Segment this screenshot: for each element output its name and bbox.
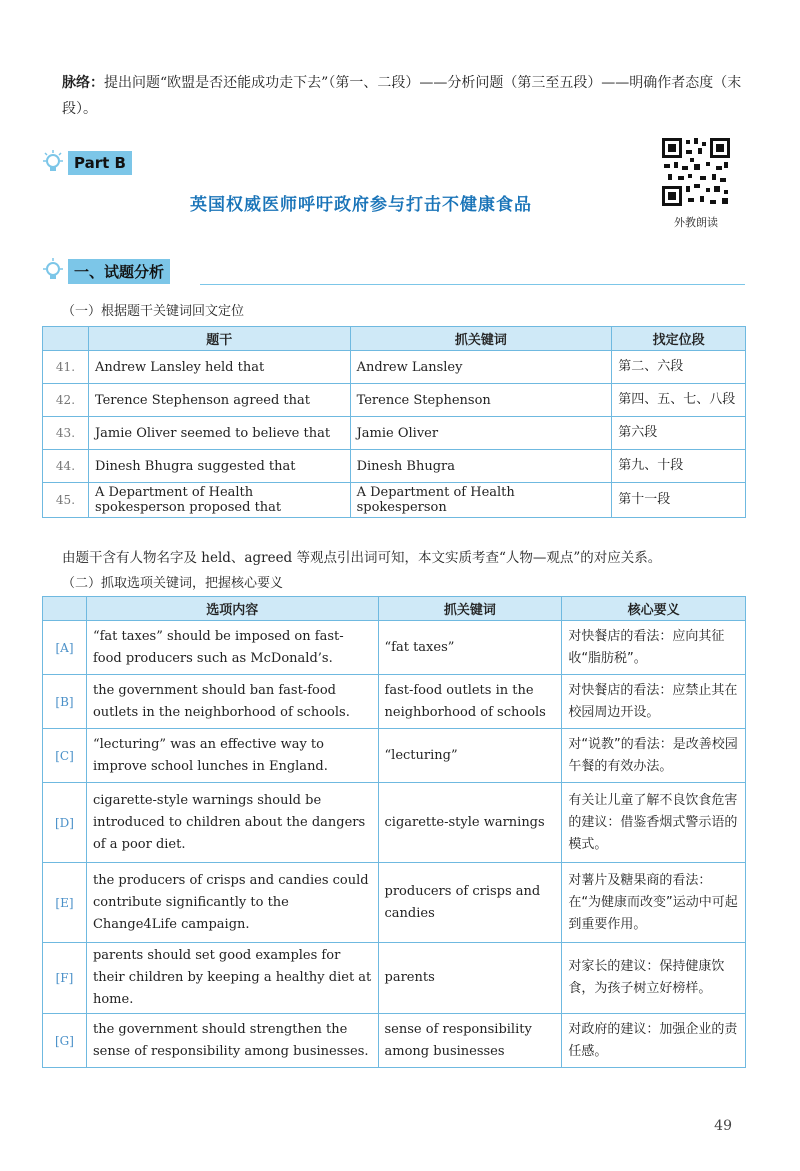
paragraph-cell: 第十一段 bbox=[612, 483, 746, 518]
option-content: “fat taxes” should be imposed on fast-food producers such as McDonald’s. bbox=[86, 621, 378, 675]
table-header-row bbox=[43, 327, 746, 351]
question-number: 44. bbox=[43, 450, 89, 483]
option-letter: [C] bbox=[43, 729, 87, 783]
option-content: the government should strengthen the sense of responsibility among businesses. bbox=[86, 1014, 378, 1068]
table-row bbox=[43, 783, 746, 863]
qr-code-icon[interactable] bbox=[660, 136, 732, 208]
option-meaning: 对薯片及糖果商的看法：在“为健康而改变”运动中可起到重要作用。 bbox=[562, 863, 746, 943]
intro-text: 提出问题“欧盟是否还能成功走下去”（第一、二段）——分析问题（第三至五段）——明确作者态度（末段）。 bbox=[62, 75, 742, 117]
header-stem: 题干 bbox=[88, 327, 350, 351]
table-row bbox=[43, 943, 746, 1014]
option-meaning: 对快餐店的看法：应向其征收“脂肪税”。 bbox=[562, 621, 746, 675]
paragraph-cell: 第二、六段 bbox=[612, 351, 746, 384]
locate-table bbox=[42, 326, 746, 518]
option-meaning: 对家长的建议：保持健康饮食，为孩子树立好榜样。 bbox=[562, 943, 746, 1014]
option-letter: [E] bbox=[43, 863, 87, 943]
keyword-cell: Andrew Lansley bbox=[350, 351, 612, 384]
option-keyword: parents bbox=[378, 943, 562, 1014]
question-number: 42. bbox=[43, 384, 89, 417]
analysis-note: 由题干含有人物名字及 held、agreed 等观点引出词可知，本文实质考查“人物—观点”的对应关系。 bbox=[62, 550, 662, 566]
table-row bbox=[43, 863, 746, 943]
question-number: 41. bbox=[43, 351, 89, 384]
stem-cell: Terence Stephenson agreed that bbox=[88, 384, 350, 417]
stem-cell: Andrew Lansley held that bbox=[88, 351, 350, 384]
option-keyword: sense of responsibility among businesses bbox=[378, 1014, 562, 1068]
option-letter: [F] bbox=[43, 943, 87, 1014]
option-content: parents should set good examples for their children by keeping a healthy diet at home. bbox=[86, 943, 378, 1014]
table-row bbox=[43, 483, 746, 518]
article-title: 英国权威医师呼吁政府参与打击不健康食品 bbox=[190, 195, 532, 215]
header-content: 选项内容 bbox=[86, 597, 378, 621]
paragraph-cell: 第四、五、七、八段 bbox=[612, 384, 746, 417]
stem-cell: A Department of Health spokesperson proposed that bbox=[88, 483, 350, 518]
option-letter: [D] bbox=[43, 783, 87, 863]
option-meaning: 对快餐店的看法：应禁止其在校园周边开设。 bbox=[562, 675, 746, 729]
header-keyword: 抓关键词 bbox=[350, 327, 612, 351]
option-meaning: 有关让儿童了解不良饮食危害的建议：借鉴香烟式警示语的模式。 bbox=[562, 783, 746, 863]
keyword-cell: Terence Stephenson bbox=[350, 384, 612, 417]
question-number: 43. bbox=[43, 417, 89, 450]
option-keyword: fast-food outlets in the neighborhood of schools bbox=[378, 675, 562, 729]
table-row bbox=[43, 621, 746, 675]
subheading-locate: （一）根据题干关键词回文定位 bbox=[62, 304, 245, 319]
option-keyword: “lecturing” bbox=[378, 729, 562, 783]
header-paragraph: 找定位段 bbox=[612, 327, 746, 351]
options-table bbox=[42, 596, 746, 1068]
stem-cell: Jamie Oliver seemed to believe that bbox=[88, 417, 350, 450]
table-row bbox=[43, 351, 746, 384]
part-b-heading bbox=[42, 148, 132, 178]
keyword-cell: Jamie Oliver bbox=[350, 417, 612, 450]
header-blank bbox=[43, 327, 89, 351]
option-letter: [G] bbox=[43, 1014, 87, 1068]
table-row bbox=[43, 450, 746, 483]
intro-label: 脉络： bbox=[62, 75, 104, 91]
section-label: 一、试题分析 bbox=[68, 259, 170, 284]
lightbulb-icon bbox=[42, 258, 64, 284]
option-keyword: cigarette-style warnings bbox=[378, 783, 562, 863]
option-letter: [A] bbox=[43, 621, 87, 675]
qr-caption: 外教朗读 bbox=[674, 216, 718, 229]
table-header-row bbox=[43, 597, 746, 621]
option-content: the producers of crisps and candies could contribute significantly to the Change4Life campaign. bbox=[86, 863, 378, 943]
keyword-cell: Dinesh Bhugra bbox=[350, 450, 612, 483]
page-number: 49 bbox=[714, 1118, 732, 1134]
table-row bbox=[43, 729, 746, 783]
option-letter: [B] bbox=[43, 675, 87, 729]
subheading-keywords: （二）抓取选项关键词，把握核心要义 bbox=[62, 576, 284, 591]
section-divider bbox=[200, 284, 745, 285]
intro-paragraph bbox=[62, 70, 752, 122]
option-keyword: “fat taxes” bbox=[378, 621, 562, 675]
header-keyword: 抓关键词 bbox=[378, 597, 562, 621]
option-keyword: producers of crisps and candies bbox=[378, 863, 562, 943]
header-meaning: 核心要义 bbox=[562, 597, 746, 621]
header-blank bbox=[43, 597, 87, 621]
option-meaning: 对政府的建议：加强企业的责任感。 bbox=[562, 1014, 746, 1068]
stem-cell: Dinesh Bhugra suggested that bbox=[88, 450, 350, 483]
part-b-label: Part B bbox=[68, 151, 132, 175]
table-row bbox=[43, 675, 746, 729]
table-row bbox=[43, 1014, 746, 1068]
paragraph-cell: 第九、十段 bbox=[612, 450, 746, 483]
option-meaning: 对“说教”的看法：是改善校园午餐的有效办法。 bbox=[562, 729, 746, 783]
paragraph-cell: 第六段 bbox=[612, 417, 746, 450]
section-heading bbox=[42, 258, 170, 284]
table-row bbox=[43, 417, 746, 450]
option-content: “lecturing” was an effective way to improve school lunches in England. bbox=[86, 729, 378, 783]
lightbulb-icon bbox=[42, 150, 64, 176]
option-content: the government should ban fast-food outlets in the neighborhood of schools. bbox=[86, 675, 378, 729]
option-content: cigarette-style warnings should be introduced to children about the dangers of a poor diet. bbox=[86, 783, 378, 863]
keyword-cell: A Department of Health spokesperson bbox=[350, 483, 612, 518]
question-number: 45. bbox=[43, 483, 89, 518]
table-row bbox=[43, 384, 746, 417]
